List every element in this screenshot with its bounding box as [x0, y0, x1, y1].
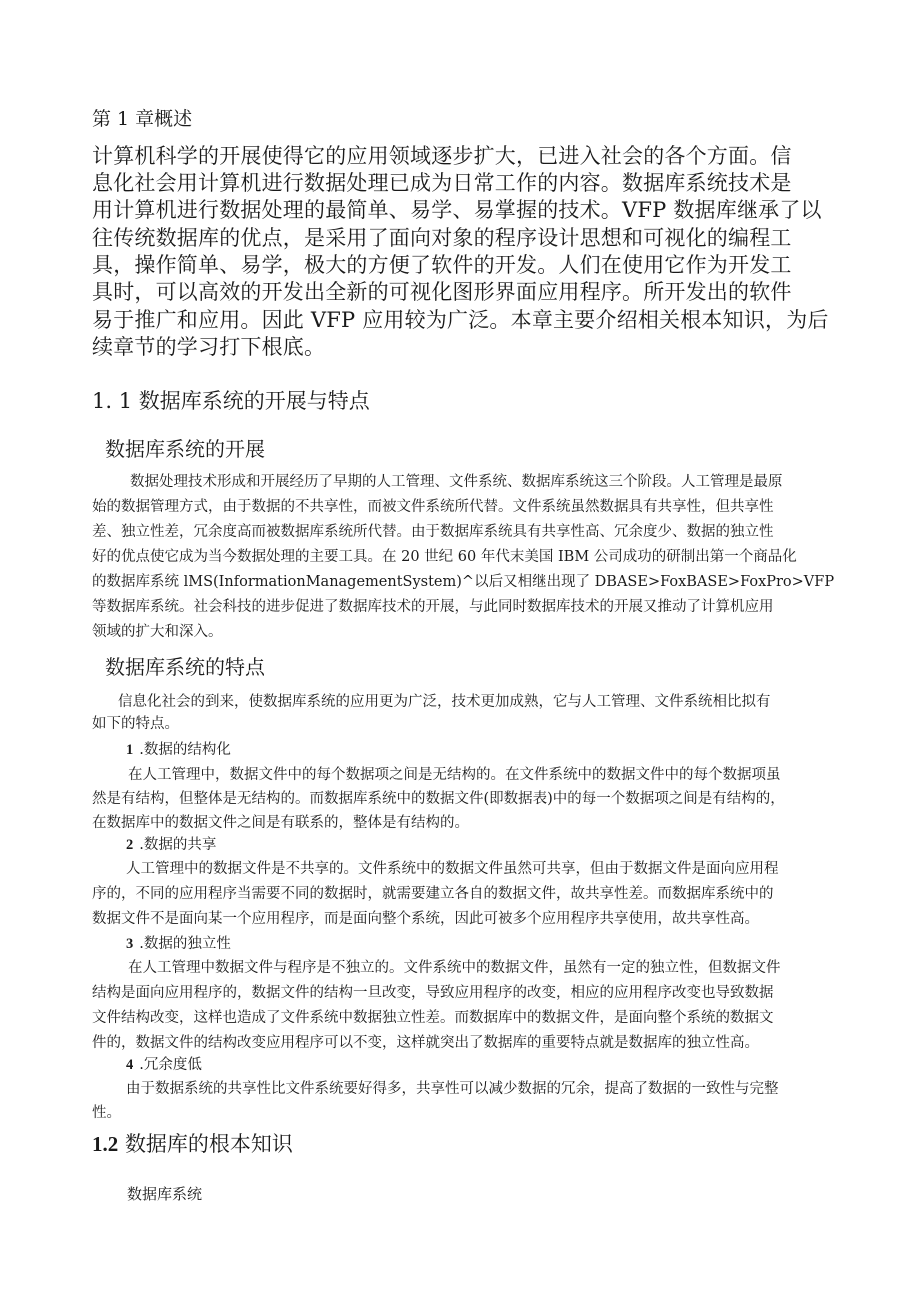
paragraph-line: 文件结构改变，这样也造成了文件系统中数据独立性差。而数据库中的数据文件，是面向整个系统的数据文 [92, 1010, 774, 1026]
feature-label: .数据的独立性 [139, 936, 231, 952]
paragraph-line: 如下的特点。 [92, 716, 179, 732]
section-heading-1-1 [92, 385, 370, 415]
development-paragraph [92, 470, 835, 640]
paragraph-line: 序的，不同的应用程序当需要不同的数据时，就需要建立各自的数据文件，故共享性差。而数据库系统中的 [92, 886, 774, 902]
paragraph-line: 在人工管理中，数据文件中的每个数据项之间是无结构的。在文件系统中的数据文件中的每个数据项虽 [128, 767, 781, 783]
paragraph-line: 的数据库系统 lMS(InformationManagementSystem)^以后又相继出现了 DBASE>FoxBASE>FoxPro>VFP [92, 574, 835, 590]
section-title: 数据库的根本知识 [124, 1132, 293, 1156]
feature-heading [126, 738, 231, 759]
intro-line: 续章节的学习打下根底。 [92, 335, 326, 359]
paragraph-line: 始的数据管理方式，由于数据的不共享性，而被文件系统所代替。文件系统虽然数据具有共享性，但共享性 [92, 499, 774, 515]
paragraph-line: 性。 [92, 1105, 121, 1121]
paragraph-line: 在数据库中的数据文件之间是有联系的，整体是有结构的。 [92, 815, 469, 831]
intro-line: 息化社会用计算机进行数据处理已成为日常工作的内容。数据库系统技术是 [92, 171, 792, 195]
intro-line: 用计算机进行数据处理的最简单、易学、易掌握的技术。VFP 数据库继承了以 [92, 198, 822, 222]
paragraph-line: 好的优点使它成为当今数据处理的主要工具。在 20 世纪 60 年代末美国 IBM 公司成功的研制出第一个商品化 [92, 549, 797, 565]
section-title: 数据库系统的开展与特点 [138, 389, 370, 413]
feature-heading [126, 1053, 202, 1074]
chapter-title: 第 1 章概述 [92, 108, 193, 130]
feature-label: .数据的结构化 [139, 742, 231, 758]
intro-line: 往传统数据库的优点，是采用了面向对象的程序设计思想和可视化的编程工 [92, 226, 792, 250]
section-heading-1-2 [92, 1128, 293, 1158]
paragraph-line: 由于数据系统的共享性比文件系统要好得多，共享性可以减少数据的冗余，提高了数据的一致性与完整 [126, 1081, 779, 1097]
section-number: 1. 1 [92, 389, 133, 413]
feature-label: .冗余度低 [139, 1057, 202, 1073]
paragraph-line: 数据处理技术形成和开展经历了早期的人工管理、文件系统、数据库系统这三个阶段。人工管理是最原 [130, 474, 783, 490]
paragraph-line: 人工管理中的数据文件是不共享的。文件系统中的数据文件虽然可共享，但由于数据文件是面向应用程 [126, 861, 779, 877]
paragraph-line: 数据文件不是面向某一个应用程序，而是面向整个系统，因此可被多个应用程序共享使用，故共享性高。 [92, 911, 759, 927]
feature-label: .数据的共享 [139, 837, 217, 853]
feature-heading [126, 833, 216, 854]
feature-number: 4 [126, 1057, 134, 1073]
paragraph-line: 结构是面向应用程序的，数据文件的结构一旦改变，导致应用程序的改变，相应的应用程序改变也导致数据 [92, 985, 774, 1001]
intro-line: 计算机科学的开展使得它的应用领域逐步扩大，已进入社会的各个方面。信 [92, 144, 792, 168]
paragraph-line: 在人工管理中数据文件与程序是不独立的。文件系统中的数据文件，虽然有一定的独立性，但数据文件 [128, 960, 781, 976]
feature-paragraph [92, 1077, 832, 1122]
feature-paragraph [92, 857, 832, 927]
paragraph-line: 件的，数据文件的结构改变应用程序可以不变，这样就突出了数据库的重要特点就是数据库的独立性高。 [92, 1035, 759, 1051]
feature-number: 2 [126, 837, 134, 853]
feature-paragraph [92, 956, 832, 1051]
paragraph-line: 领域的扩大和深入。 [92, 624, 223, 640]
features-intro-paragraph [92, 690, 832, 735]
intro-line: 具时，可以高效的开发出全新的可视化图形界面应用程序。所开发出的软件 [92, 280, 792, 304]
feature-heading [126, 932, 231, 953]
feature-number: 3 [126, 936, 134, 952]
intro-line: 易于推广和应用。因此 VFP 应用较为广泛。本章主要介绍相关根本知识，为后 [92, 308, 829, 332]
subheading-db-system: 数据库系统 [127, 1185, 203, 1203]
section-number: 1.2 [92, 1132, 119, 1156]
feature-paragraph [92, 763, 832, 833]
paragraph-line: 信息化社会的到来，使数据库系统的应用更为广泛，技术更加成熟，它与人工管理、文件系统相比拟有 [118, 694, 771, 710]
paragraph-line: 然是有结构，但整体是无结构的。而数据库系统中的数据文件(即数据表)中的每一个数据项之间是有结构的， [92, 791, 785, 807]
paragraph-line: 差、独立性差，冗余度高而被数据库系统所代替。由于数据库系统具有共享性高、冗余度少、数据的独立性 [92, 524, 774, 540]
feature-number: 1 [126, 742, 134, 758]
subheading-features: 数据库系统的特点 [105, 655, 265, 679]
paragraph-line: 等数据库系统。社会科技的进步促进了数据库技术的开展，与此同时数据库技术的开展又推动了计算机应用 [92, 599, 774, 615]
intro-line: 具，操作简单、易学，极大的方便了软件的开发。人们在使用它作为开发工 [92, 253, 792, 277]
subheading-development: 数据库系统的开展 [105, 437, 265, 461]
